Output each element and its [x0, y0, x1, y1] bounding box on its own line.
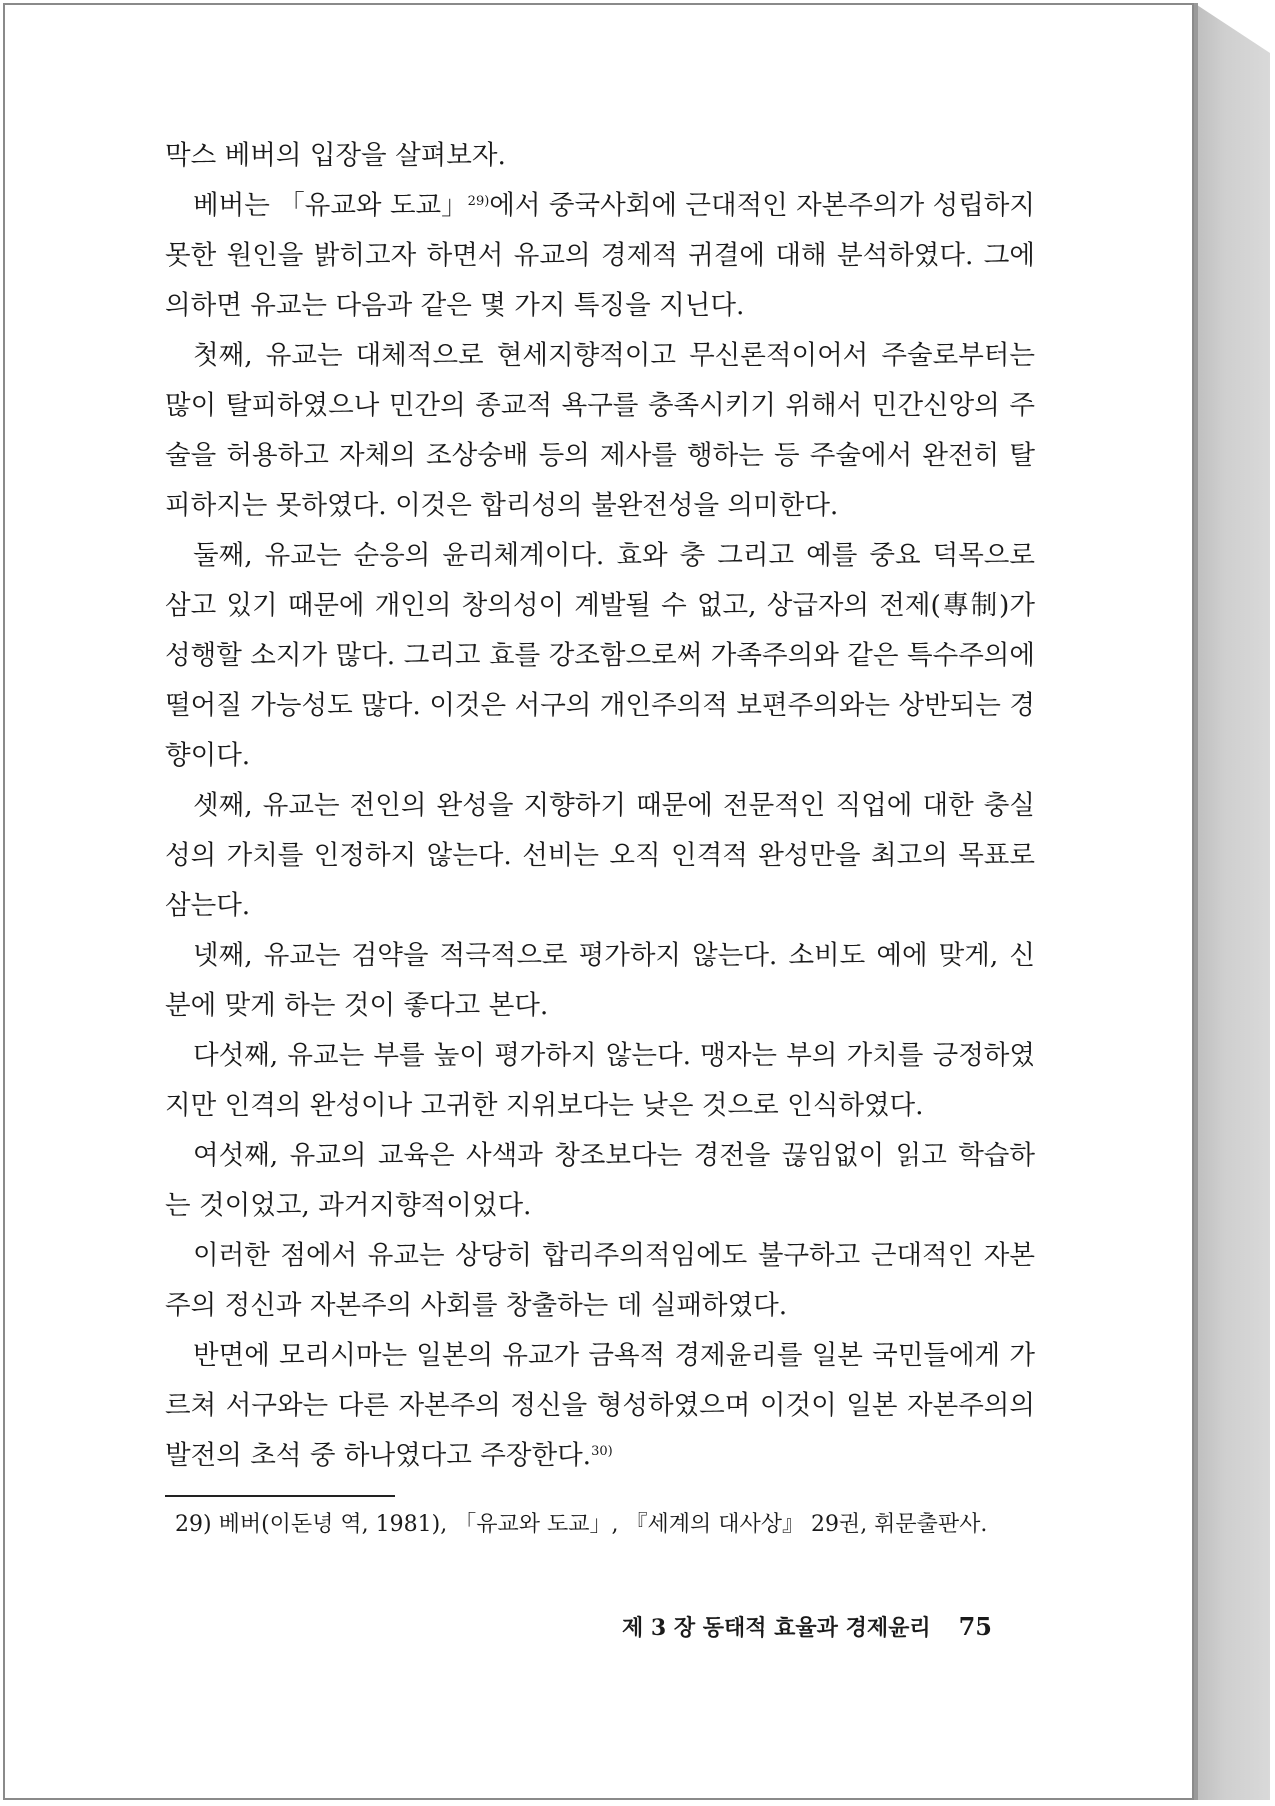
- book-spine-shadow: [1194, 3, 1198, 1800]
- paragraph-8: 여섯째, 유교의 교육은 사색과 창조보다는 경전을 끊임없이 읽고 학습하는 것이었고, 과거지향적이었다.: [165, 1140, 1035, 1221]
- footnote-ref-30: 30): [591, 1444, 613, 1459]
- page-number: 75: [958, 1612, 992, 1641]
- book-page-edge: [1194, 3, 1270, 1800]
- paragraph-9: 이러한 점에서 유교는 상당히 합리주의적임에도 불구하고 근대적인 자본주의 정신과 자본주의 사회를 창출하는 데 실패하였다.: [165, 1240, 1035, 1321]
- paragraph-10-text-a: 반면에 모리시마는 일본의 유교가 금욕적 경제윤리를 일본 국민들에게 가르쳐 서구와는 다른 자본주의 정신을 형성하였으며 이것이 일본 자본주의의 발전의 초석 중 하나였다고 주장한다.: [165, 1340, 1035, 1471]
- paragraph-5: 셋째, 유교는 전인의 완성을 지향하기 때문에 전문적인 직업에 대한 충실성의 가치를 인정하지 않는다. 선비는 오직 인격적 완성만을 최고의 목표로 삼는다.: [165, 790, 1035, 921]
- paragraph-2-text-a: 베버는 「유교와 도교」: [193, 190, 468, 221]
- paragraph-6: 넷째, 유교는 검약을 적극적으로 평가하지 않는다. 소비도 예에 맞게, 신분에 맞게 하는 것이 좋다고 본다.: [165, 940, 1035, 1021]
- chapter-title: 제 3 장 동태적 효율과 경제윤리: [621, 1615, 931, 1641]
- paragraph-4: 둘째, 유교는 순응의 윤리체계이다. 효와 충 그리고 예를 중요 덕목으로 삼고 있기 때문에 개인의 창의성이 계발될 수 없고, 상급자의 전제(專制)가 성행할 소지가 많다. 그리고 효를 강조함으로써 가족주의와 같은 특수주의에 떨어질 가능성도 많다. 이것은 서구의 개인주의적 보편주의와는 상반되는 경향이다.: [165, 540, 1035, 771]
- paragraph-10: [165, 1331, 1035, 1481]
- book-page: [3, 3, 1194, 1800]
- footnote-29: 29) 베버(이돈녕 역, 1981), 「유교와 도교」, 『세계의 대사상』 29권, 휘문출판사.: [175, 1512, 988, 1537]
- footnote-ref-29: 29): [467, 194, 490, 209]
- paragraph-3: 첫째, 유교는 대체적으로 현세지향적이고 무신론적이어서 주술로부터는 많이 탈피하였으나 민간의 종교적 욕구를 충족시키기 위해서 민간신앙의 주술을 허용하고 자체의 조상숭배 등의 제사를 행하는 등 주술에서 완전히 탈피하지는 못하였다. 이것은 합리성의 불완전성을 의미한다.: [165, 340, 1035, 521]
- body-text: [165, 131, 1035, 1481]
- running-footer: [622, 1607, 992, 1648]
- footnote-divider: [165, 1495, 395, 1497]
- paragraph-2-text-b: 에서 중국사회에 근대적인 자본주의가 성립하지 못한 원인을 밝히고자 하면서 유교의 경제적 귀결에 대해 분석하였다. 그에 의하면 유교는 다음과 같은 몇 가지 특징을 지닌다.: [165, 190, 1035, 321]
- paragraph-2: [165, 181, 1035, 331]
- paragraph-7: 다섯째, 유교는 부를 높이 평가하지 않는다. 맹자는 부의 가치를 긍정하였지만 인격의 완성이나 고귀한 지위보다는 낮은 것으로 인식하였다.: [165, 1040, 1035, 1121]
- paragraph-1: 막스 베버의 입장을 살펴보자.: [165, 140, 506, 171]
